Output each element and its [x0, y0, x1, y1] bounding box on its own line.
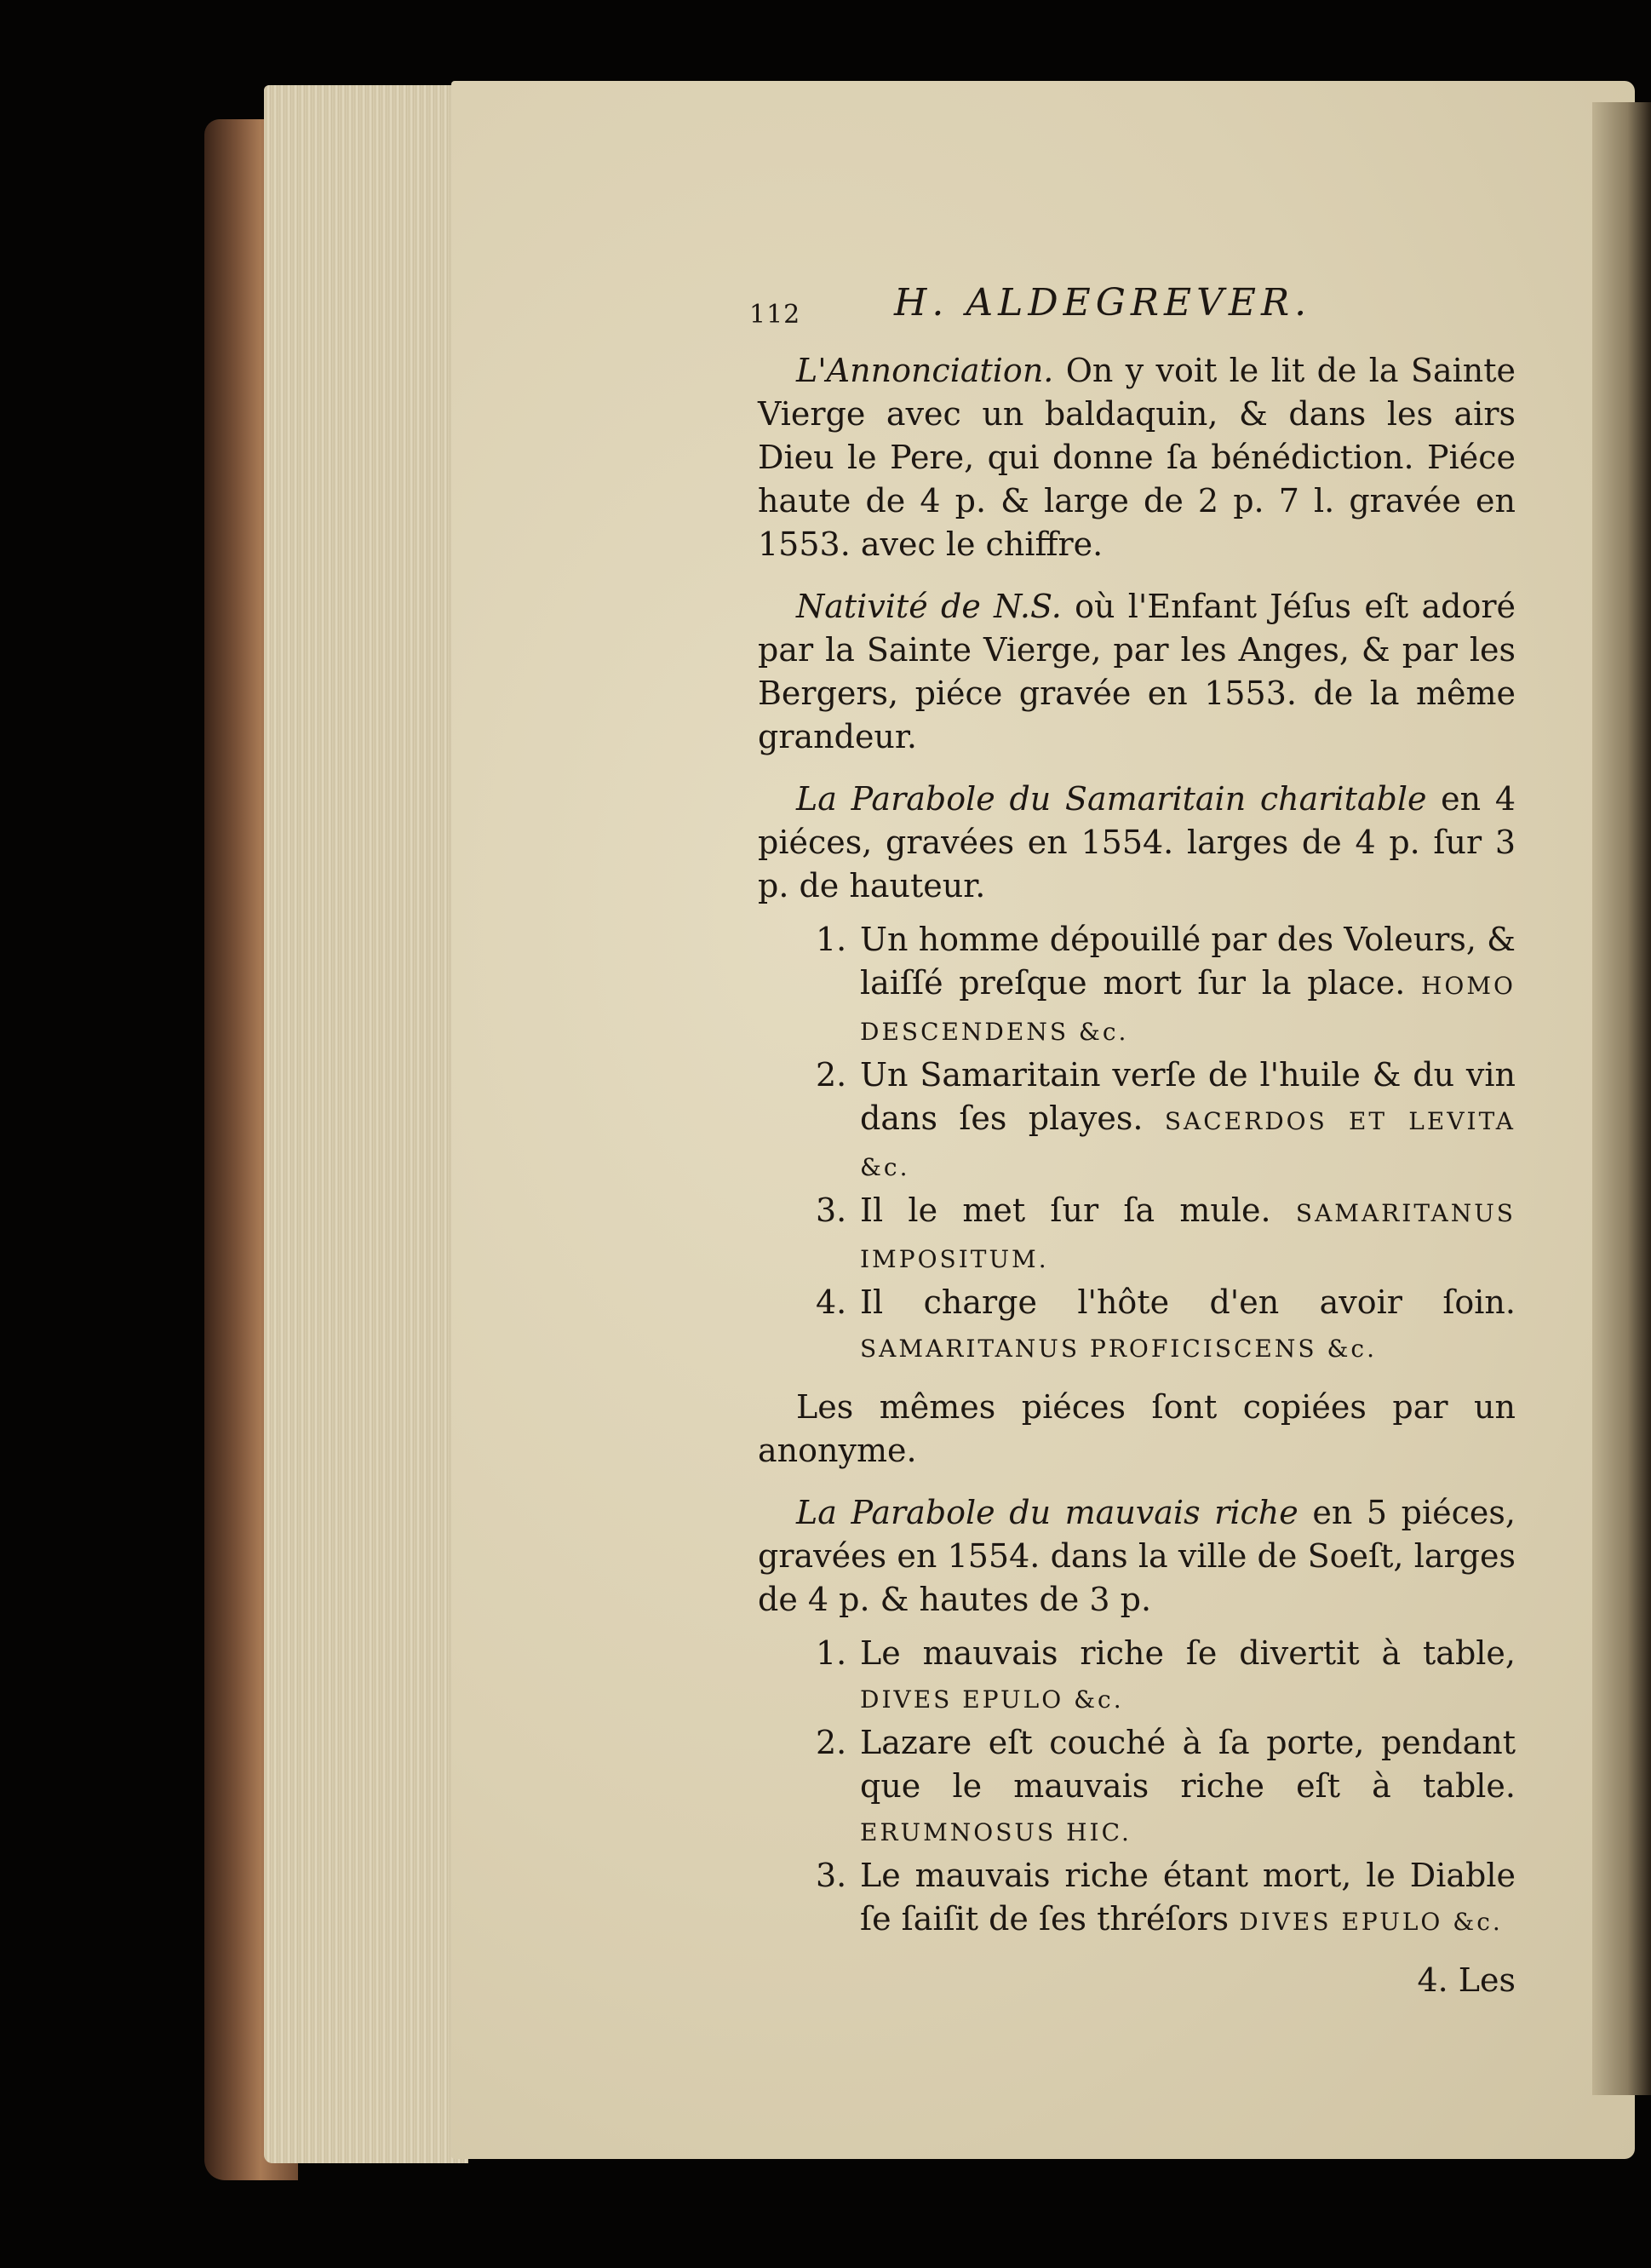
item-caption: SAMARITANUS IMPOSITUM. [860, 1199, 1516, 1273]
list-item [758, 1632, 1516, 1721]
list-item [758, 1281, 1516, 1370]
list-item [758, 1054, 1516, 1189]
page-header [749, 281, 1516, 332]
item-text: Le mauvais riche étant mort, le Diable ſe ſaiſit de ſes thréſors [860, 1857, 1516, 1938]
item-text: Lazare eſt couché à ſa porte, pendant que le mauvais riche eſt à table. [860, 1724, 1516, 1805]
list-item [758, 918, 1516, 1054]
item-number: 4. [816, 1283, 847, 1321]
page-number: 112 [749, 300, 801, 330]
item-caption: DIVES EPULO &c. [860, 1685, 1124, 1714]
list-item [758, 1854, 1516, 1944]
entry-text: en 4 piéces, gravées en 1554. larges de 4 p. ſur 3 p. de hauteur. [758, 780, 1516, 904]
samaritain-note: Les mêmes piéces ſont copiées par un anonyme. [758, 1388, 1516, 1469]
running-title: H. ALDEGREVER. [894, 281, 1312, 324]
samaritain-list [758, 918, 1516, 1370]
item-text: Il charge l'hôte d'en avoir ſoin. [860, 1283, 1516, 1321]
entry-text: On y voit le lit de la Sainte Vierge avec un baldaquin, & dans les airs Dieu le Pere, qui donne ſa bénédiction. Piéce haute de 4 p. & large de 2 p. 7 l. gravée en 1553. avec le chiffre. [758, 352, 1516, 563]
facing-page-edge [1592, 102, 1651, 2095]
list-item [758, 1189, 1516, 1281]
item-caption: SACERDOS ET LEVITA &c. [860, 1107, 1516, 1181]
entry-samaritain [758, 778, 1516, 908]
entry-title: Nativité de N.S. [796, 588, 1062, 625]
mauvais-riche-list [758, 1632, 1516, 1944]
entry-title: La Parabole du Samaritain charitable [796, 780, 1427, 818]
entry-annonciation [758, 349, 1516, 566]
item-caption: SAMARITANUS PROFICISCENS &c. [860, 1335, 1377, 1363]
catchword: 4. Les [1417, 1961, 1516, 1999]
list-item [758, 1721, 1516, 1854]
item-caption: ERUMNOSUS HIC. [860, 1818, 1132, 1846]
item-number: 3. [816, 1857, 847, 1894]
item-number: 2. [816, 1056, 847, 1094]
entry-nativite [758, 585, 1516, 759]
item-caption: DIVES EPULO &c. [1239, 1908, 1503, 1936]
page-text [749, 281, 1516, 2002]
item-number: 2. [816, 1724, 847, 1761]
entry-title: L'Annonciation. [796, 352, 1054, 389]
item-text: Le mauvais riche ſe divertit à table, [860, 1634, 1516, 1672]
item-text: Il le met ſur ſa mule. [860, 1191, 1271, 1229]
entry-title: La Parabole du mauvais riche [796, 1494, 1298, 1531]
item-number: 3. [816, 1191, 847, 1229]
item-text: Un homme dépouillé par des Voleurs, & laiſſé preſque mort ſur la place. [860, 921, 1516, 1002]
page-edges [264, 85, 468, 2163]
item-caption: HOMO DESCENDENS &c. [860, 972, 1516, 1046]
entry-text: où l'Enfant Jéſus eſt adoré par la Sainte Vierge, par les Anges, & par les Bergers, piéce gravée en 1553. de la même grandeur. [758, 588, 1516, 755]
entry-mauvais-riche [758, 1491, 1516, 1622]
item-number: 1. [816, 921, 847, 958]
item-number: 1. [816, 1634, 847, 1672]
entry-text: en 5 piéces, gravées en 1554. dans la ville de Soeſt, larges de 4 p. & hautes de 3 p. [758, 1494, 1516, 1618]
item-text: Un Samaritain verſe de l'huile & du vin dans ſes playes. [860, 1056, 1516, 1137]
